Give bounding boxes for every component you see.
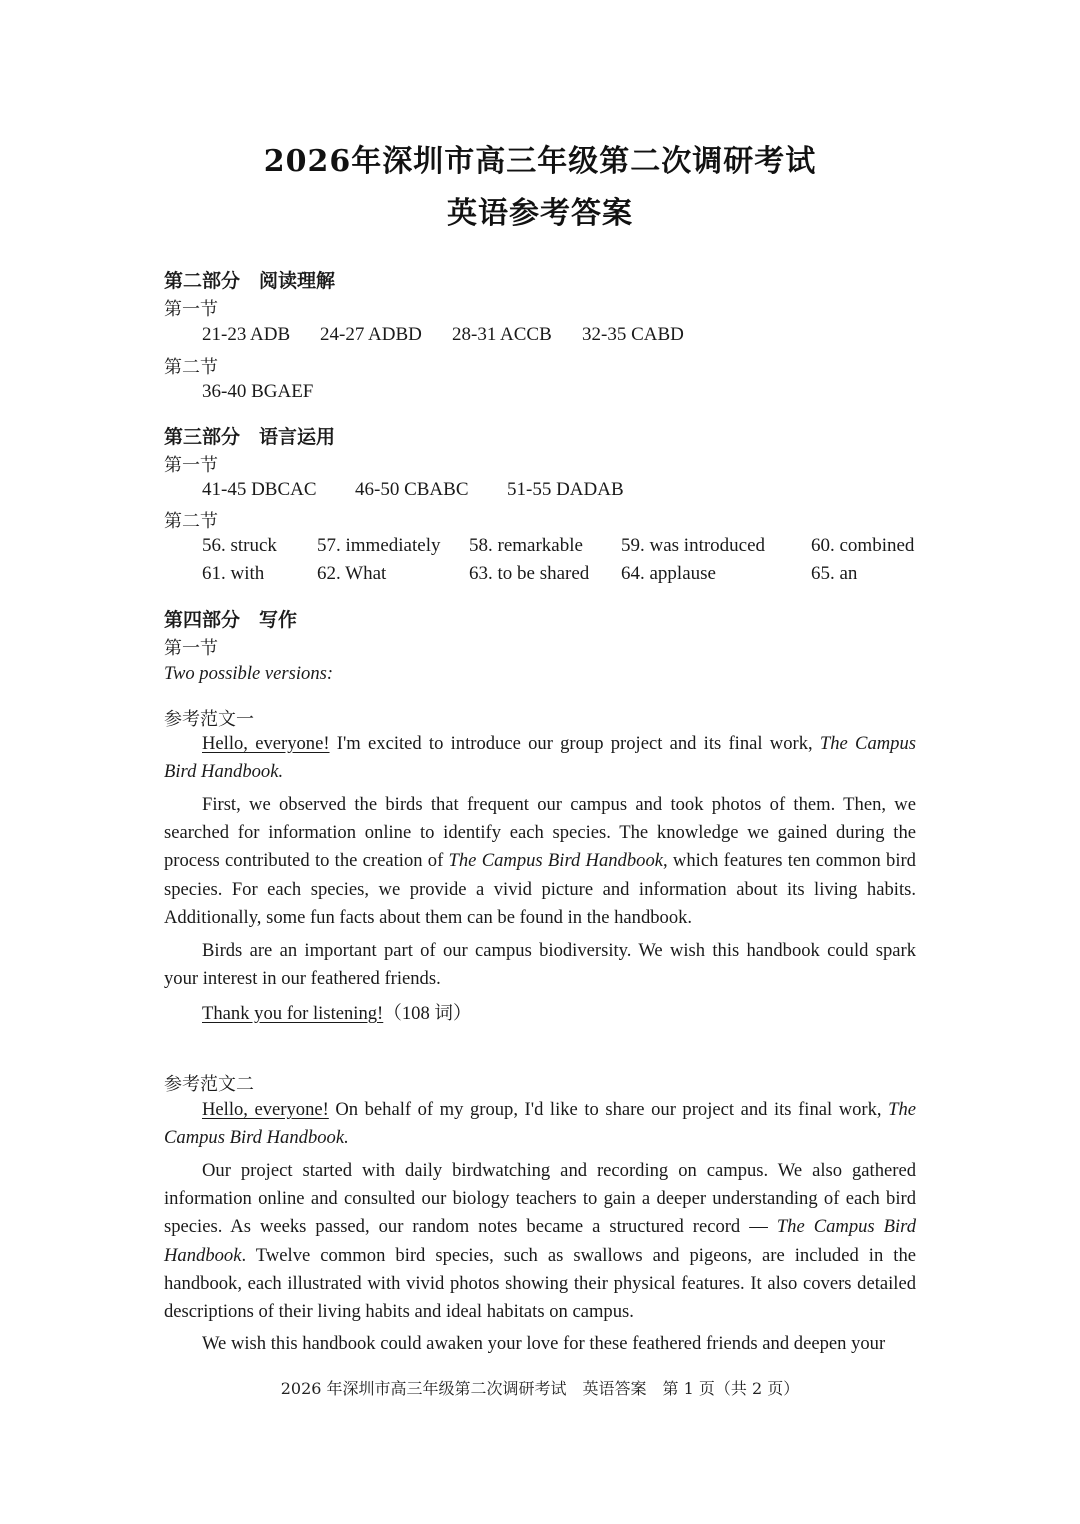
answer-item: 63. to be shared <box>469 563 590 584</box>
part4-heading: 第四部分 写作 <box>164 609 298 631</box>
answer-group: 36-40 BGAEF <box>202 381 314 402</box>
page-footer: 2026 年深圳市高三年级第二次调研考试 英语答案 第 1 页（共 2 页） <box>280 1379 800 1398</box>
answer-item: 64. applause <box>621 563 716 584</box>
book-title: The Campus Bird Handbook. <box>164 1099 916 1149</box>
part4-section1-label: 第一节 <box>164 638 218 659</box>
answer-item: 61. with <box>202 563 265 584</box>
answer-key-title: 英语参考答案 <box>447 196 633 231</box>
answer-item: 60. combined <box>811 535 915 556</box>
book-title: The Campus Bird Handbook <box>164 1216 917 1266</box>
word-count: （108 词） <box>383 1003 472 1024</box>
sample2-paragraph-2: Our project started with daily birdwatching and recording on campus. We also gathered information online and consulted our biology teachers to gain a deeper understanding of each bird species. As weeks passed, our random notes became a structured record — The Campus Bird Handbook. Twelve common bird species, such as swallows and pigeons, are included in the handbook, each illustrated with vivid photos showing their physical features. It also covers detailed descriptions of their living habits and ideal habitats on campus. <box>164 1160 917 1323</box>
sample1-label: 参考范文一 <box>164 709 254 730</box>
sample2-paragraph-3: We wish this handbook could awaken your love for these feathered friends and deepen your <box>202 1333 886 1354</box>
part2-section2-label: 第二节 <box>164 357 218 378</box>
answer-item: 58. remarkable <box>469 535 583 556</box>
answer-item: 65. an <box>811 563 858 584</box>
sample1-paragraph-3: Birds are an important part of our campus biodiversity. We wish this handbook could spark your interest in our feathered friends. <box>164 940 916 990</box>
book-title: The Campus Bird Handbook <box>448 850 664 872</box>
part3-section2-label: 第二节 <box>164 511 218 532</box>
part3-heading: 第三部分 语言运用 <box>164 426 336 448</box>
answer-group: 28-31 ACCB <box>452 324 552 345</box>
sample2-paragraph-1: Hello, everyone! On behalf of my group, I'd like to share our project and its final work, The Campus Bird Handbook. <box>164 1099 916 1149</box>
part3-section1-label: 第一节 <box>164 455 218 476</box>
sample1-paragraph-1: Hello, everyone! I'm excited to introduce our group project and its final work, The Campus Bird Handbook. <box>164 733 916 783</box>
answer-item: 62. What <box>317 563 387 584</box>
answer-group: 51-55 DADAB <box>507 479 624 500</box>
answer-item: 57. immediately <box>317 535 441 556</box>
answer-item: 59. was introduced <box>621 535 766 556</box>
answer-group: 41-45 DBCAC <box>202 479 317 500</box>
sample1-closing <box>164 1000 916 1028</box>
greeting: Hello, everyone! <box>202 1099 329 1120</box>
answer-group: 21-23 ADB <box>202 324 291 345</box>
part2-section1-label: 第一节 <box>164 299 218 320</box>
sample2-label: 参考范文二 <box>164 1074 254 1095</box>
exam-title: 2026年深圳市高三年级第二次调研考试 <box>263 144 817 179</box>
greeting: Hello, everyone! <box>202 733 330 754</box>
book-title: The Campus Bird Handbook. <box>164 733 916 783</box>
sample1-paragraph-2: First, we observed the birds that frequent our campus and took photos of them. Then, we searched for information online to identify each species. The knowledge we gained during the process contributed to the creation of The Campus Bird Handbook, which features ten common bird species. For each species, we provide a vivid picture and information about its living habits. Additionally, some fun facts about them can be found in the handbook. <box>164 794 916 928</box>
answer-group: 46-50 CBABC <box>355 479 469 500</box>
versions-note: Two possible versions: <box>164 663 334 684</box>
answer-item: 56. struck <box>202 535 277 556</box>
closing: Thank you for listening! <box>202 1003 384 1024</box>
answer-group: 24-27 ADBD <box>320 324 422 345</box>
answer-group: 32-35 CABD <box>582 324 684 345</box>
part2-heading: 第二部分 阅读理解 <box>164 270 336 292</box>
